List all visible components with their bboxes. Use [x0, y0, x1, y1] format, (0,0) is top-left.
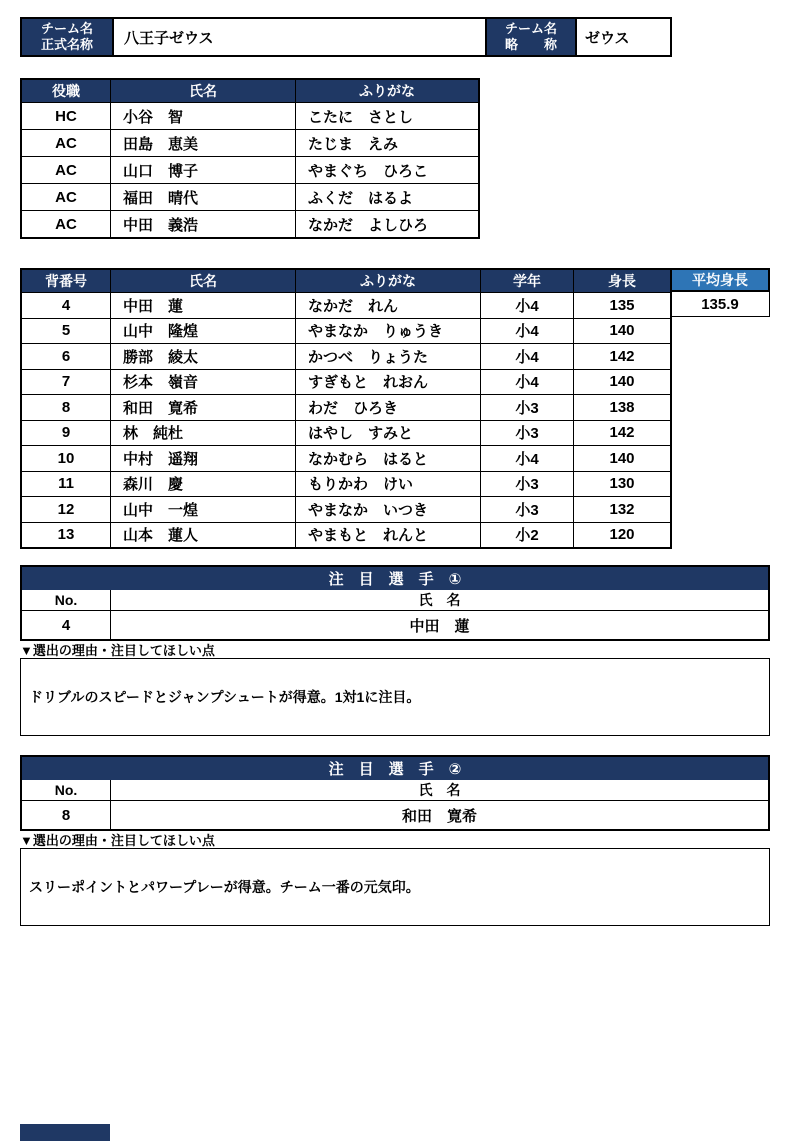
player-grade: 小3	[480, 497, 573, 522]
staff-role: AC	[55, 188, 77, 206]
player-grade: 小4	[480, 293, 573, 318]
player-name: 森川 慶	[110, 472, 295, 497]
player-grade: 小2	[480, 523, 573, 548]
team-short-name-label-line1: チーム名	[504, 21, 557, 36]
featured-player-2-value-row	[22, 800, 768, 829]
player-grade: 小4	[480, 344, 573, 369]
player-height: 135	[573, 293, 670, 318]
staff-row	[22, 129, 478, 156]
player-name: 中田 蓮	[110, 293, 295, 318]
player-height: 140	[573, 446, 670, 471]
player-number: 12	[57, 500, 75, 518]
player-row	[22, 496, 670, 522]
player-row	[22, 292, 670, 318]
staff-role: AC	[55, 134, 77, 152]
player-number: 10	[57, 449, 75, 467]
player-number: 11	[58, 475, 74, 493]
player-name: 山中 一煌	[110, 497, 295, 522]
staff-role: AC	[55, 215, 77, 233]
average-height-header: 平均身長	[670, 268, 770, 292]
player-furigana: やまなか いつき	[295, 497, 480, 522]
player-height: 138	[573, 395, 670, 420]
featured-player-1-reason-label: ▼選出の理由・注目してほしい点	[20, 643, 215, 658]
player-name: 林 純杜	[110, 421, 295, 446]
staff-name: 福田 晴代	[110, 184, 295, 210]
staff-row	[22, 102, 478, 129]
player-name: 山中 隆煌	[110, 319, 295, 344]
average-height-value: 135.9	[670, 292, 770, 317]
featured-player-no: 8	[61, 806, 71, 824]
featured-name-header: 氏 名	[110, 590, 768, 610]
player-table-header-row	[22, 270, 670, 292]
player-row	[22, 369, 670, 395]
player-furigana: すぎもと れおん	[295, 370, 480, 395]
featured-player-1-table	[20, 565, 770, 641]
staff-name: 山口 博子	[110, 157, 295, 183]
player-furigana: わだ ひろき	[295, 395, 480, 420]
staff-furigana: こたに さとし	[295, 103, 478, 129]
player-table	[20, 268, 672, 549]
staff-name: 田島 恵美	[110, 130, 295, 156]
featured-player-1-reason-text: ドリブルのスピードとジャンプシュートが得意。1対1に注目。	[29, 689, 421, 705]
featured-player-name: 中田 蓮	[110, 611, 768, 639]
player-height: 142	[573, 421, 670, 446]
player-number: 7	[61, 373, 71, 391]
staff-name: 小谷 智	[110, 103, 295, 129]
featured-player-1-value-row	[22, 610, 768, 639]
staff-furigana: やまぐち ひろこ	[295, 157, 478, 183]
staff-furigana: ふくだ はるよ	[295, 184, 478, 210]
team-official-name-label-line2: 正式名称	[40, 37, 93, 52]
featured-player-2-title: 注 目 選 手 ②	[22, 757, 768, 780]
featured-player-1-header-row	[22, 590, 768, 610]
featured-player-no: 4	[61, 616, 71, 634]
team-official-name-value: 八王子ゼウス	[112, 19, 485, 55]
player-number: 4	[61, 296, 71, 314]
player-number: 5	[61, 322, 71, 340]
player-header-grade: 学年	[480, 270, 573, 292]
player-furigana: やまもと れんと	[295, 523, 480, 548]
team-short-name-label	[485, 19, 575, 55]
staff-role: AC	[55, 161, 77, 179]
player-height: 132	[573, 497, 670, 522]
player-header-number: 背番号	[45, 273, 87, 289]
player-number: 13	[57, 526, 75, 544]
player-furigana: はやし すみと	[295, 421, 480, 446]
featured-player-name: 和田 寛希	[110, 801, 768, 829]
featured-player-1-reason-box	[20, 658, 770, 736]
team-name-header	[20, 17, 672, 57]
player-header-height: 身長	[573, 270, 670, 292]
player-name: 和田 寛希	[110, 395, 295, 420]
player-row	[22, 522, 670, 548]
staff-table-header-row	[22, 80, 478, 102]
featured-player-2-reason-text: スリーポイントとパワープレーが得意。チーム一番の元気印。	[29, 879, 420, 895]
average-height-column	[670, 268, 770, 317]
team-official-name-label-line1: チーム名	[40, 21, 93, 36]
player-grade: 小3	[480, 395, 573, 420]
featured-no-header: No.	[54, 592, 78, 608]
player-number: 8	[61, 398, 71, 416]
staff-header-name: 氏名	[110, 80, 295, 102]
player-furigana: かつべ りょうた	[295, 344, 480, 369]
featured-player-2-reason-box	[20, 848, 770, 926]
cutoff-table-cell	[20, 1124, 110, 1141]
player-furigana: なかむら はると	[295, 446, 480, 471]
player-grade: 小3	[480, 421, 573, 446]
team-short-name-value: ゼウス	[575, 19, 670, 55]
player-header-furigana: ふりがな	[295, 270, 480, 292]
staff-table	[20, 78, 480, 239]
staff-header-furigana: ふりがな	[295, 80, 478, 102]
player-row	[22, 420, 670, 446]
staff-row	[22, 183, 478, 210]
player-row	[22, 394, 670, 420]
staff-furigana: たじま えみ	[295, 130, 478, 156]
player-furigana: もりかわ けい	[295, 472, 480, 497]
staff-name: 中田 義浩	[110, 211, 295, 237]
player-row	[22, 471, 670, 497]
featured-no-header: No.	[54, 782, 78, 798]
player-row	[22, 343, 670, 369]
player-number: 9	[61, 424, 71, 442]
player-furigana: なかだ れん	[295, 293, 480, 318]
staff-role: HC	[55, 107, 77, 125]
player-grade: 小4	[480, 446, 573, 471]
featured-player-2-table	[20, 755, 770, 831]
player-number: 6	[61, 347, 71, 365]
player-name: 中村 遥翔	[110, 446, 295, 471]
player-grade: 小3	[480, 472, 573, 497]
featured-player-2-reason-label: ▼選出の理由・注目してほしい点	[20, 833, 215, 848]
featured-name-header: 氏 名	[110, 780, 768, 800]
player-row	[22, 445, 670, 471]
player-height: 142	[573, 344, 670, 369]
player-grade: 小4	[480, 319, 573, 344]
player-name: 山本 蓮人	[110, 523, 295, 548]
team-official-name-label	[22, 19, 112, 55]
player-height: 140	[573, 319, 670, 344]
player-grade: 小4	[480, 370, 573, 395]
staff-furigana: なかだ よしひろ	[295, 211, 478, 237]
player-row	[22, 318, 670, 344]
player-furigana: やまなか りゅうき	[295, 319, 480, 344]
player-height: 120	[573, 523, 670, 548]
player-height: 140	[573, 370, 670, 395]
staff-row	[22, 156, 478, 183]
player-name: 勝部 綾太	[110, 344, 295, 369]
player-height: 130	[573, 472, 670, 497]
featured-player-1-title: 注 目 選 手 ①	[22, 567, 768, 590]
staff-header-role: 役職	[52, 83, 80, 99]
player-header-name: 氏名	[110, 270, 295, 292]
featured-player-2-header-row	[22, 780, 768, 800]
staff-row	[22, 210, 478, 237]
player-name: 杉本 嶺音	[110, 370, 295, 395]
team-short-name-label-line2: 略 称	[504, 37, 557, 52]
